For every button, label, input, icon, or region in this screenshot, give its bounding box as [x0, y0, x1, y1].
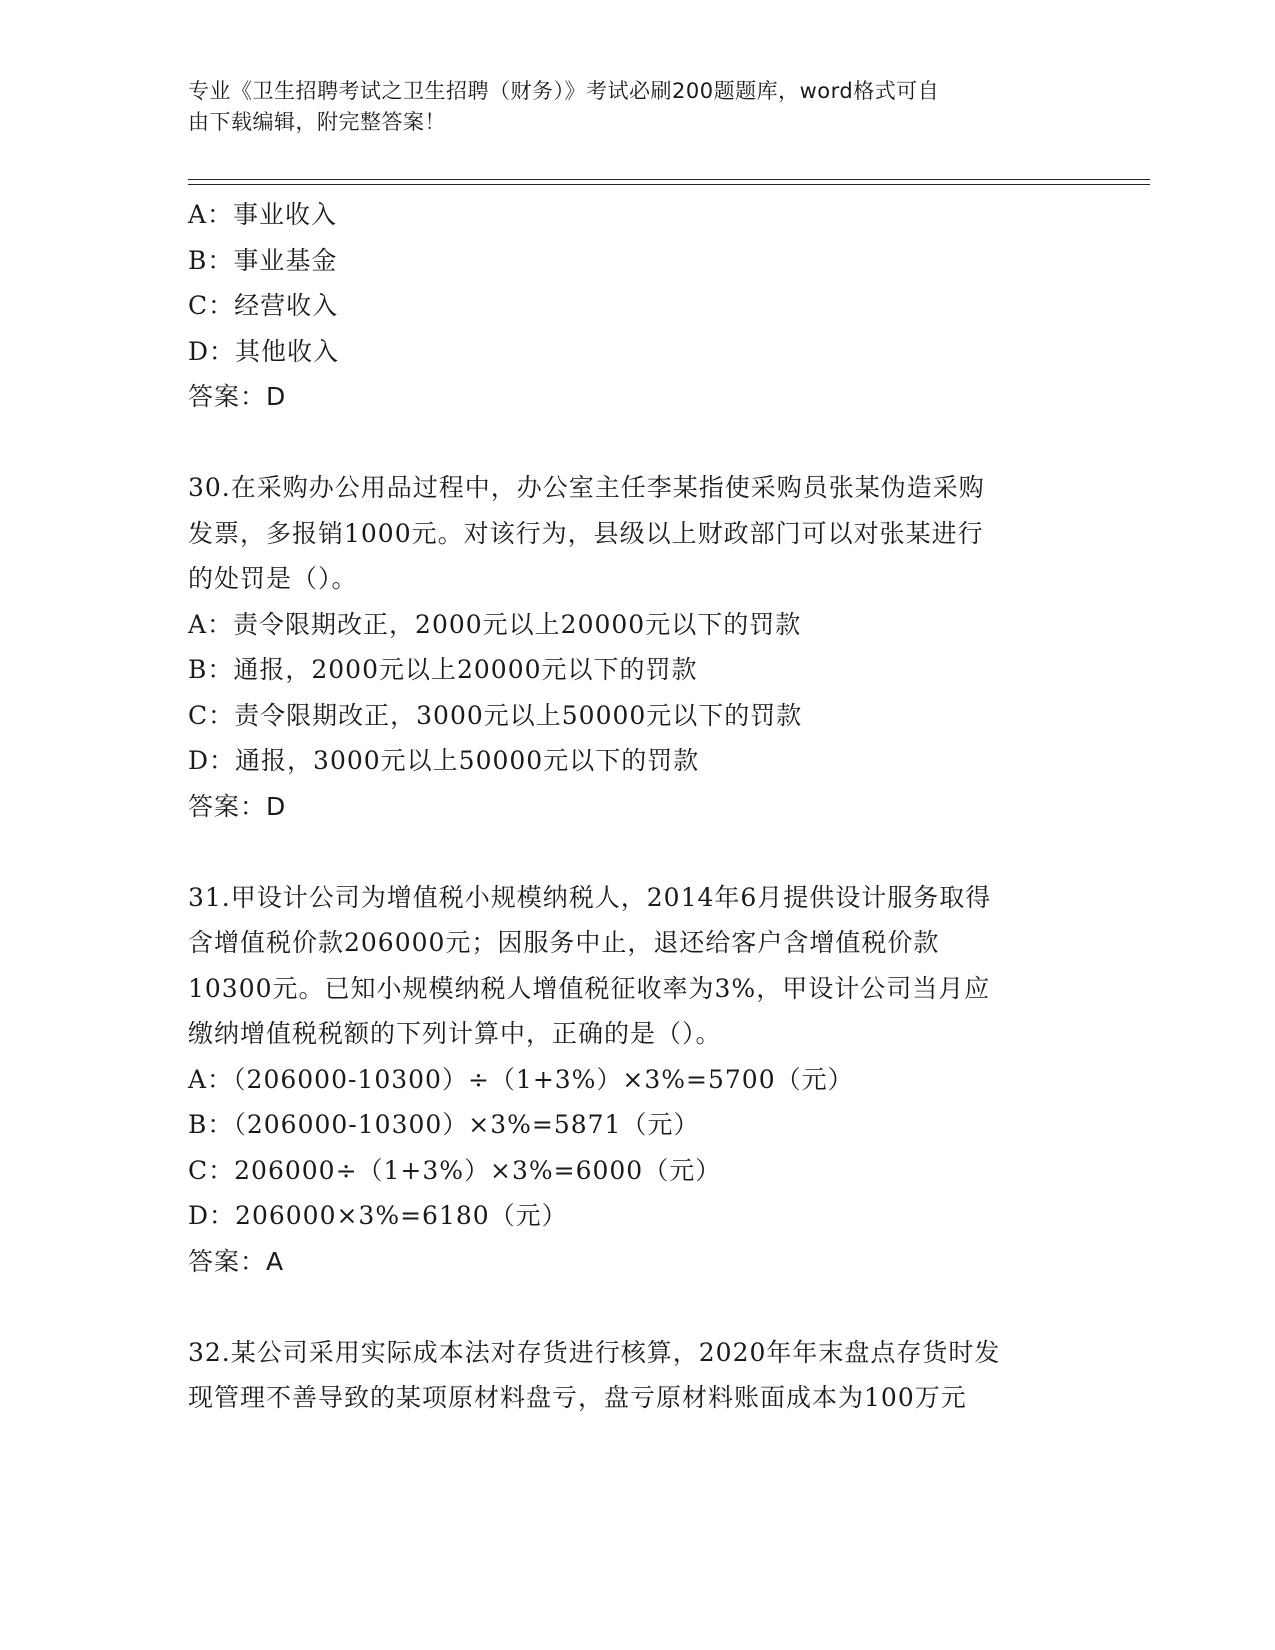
- spacer: [188, 829, 1088, 875]
- option-d: D：其他收入: [188, 336, 340, 366]
- question-stem: 32.某公司采用实际成本法对存货进行核算，2020年年末盘点存货时发: [188, 1337, 1001, 1367]
- question-stem: 30.在采购办公用品过程中，办公室主任李某指使采购员张某伪造采购: [188, 473, 985, 502]
- question-32: [188, 1330, 1088, 1421]
- question-stem: 缴纳增值税税额的下列计算中，正确的是（）。: [188, 1019, 722, 1048]
- option-b: B：通报，2000元以上20000元以下的罚款: [188, 655, 698, 684]
- header-divider: [188, 179, 1150, 180]
- option-b: B：事业基金: [188, 245, 338, 275]
- option-a: A：事业收入: [188, 200, 338, 229]
- spacer: [188, 420, 1088, 466]
- document-body: [188, 192, 1088, 1421]
- question-stem: 现管理不善导致的某项原材料盘亏，盘亏原材料账面成本为100万元: [188, 1383, 967, 1412]
- option-c: C：经营收入: [188, 291, 339, 320]
- question-stem: 31.甲设计公司为增值税小规模纳税人，2014年6月提供设计服务取得: [188, 882, 992, 912]
- question-30: [188, 465, 1088, 829]
- question-31: [188, 875, 1088, 1285]
- option-c: C：责令限期改正，3000元以上50000元以下的罚款: [188, 700, 803, 730]
- question-stem: 的处罚是（）。: [188, 564, 358, 593]
- question-stem: 含增值税价款206000元；因服务中止，退还给客户含增值税价款: [188, 928, 940, 957]
- question-stem: 发票，多报销1000元。对该行为，县级以上财政部门可以对张某进行: [188, 518, 984, 548]
- answer: 答案：D: [188, 382, 287, 411]
- header-line: 专业《卫生招聘考试之卫生招聘（财务）》考试必刷200题题库，word格式可自: [188, 79, 940, 103]
- spacer: [188, 1284, 1088, 1330]
- answer: 答案：A: [188, 1246, 285, 1276]
- header-divider: [188, 184, 1150, 185]
- option-a: A：责令限期改正，2000元以上20000元以下的罚款: [188, 609, 802, 639]
- header-line: 由下载编辑，附完整答案！: [188, 110, 446, 134]
- question-29: [188, 192, 1088, 420]
- answer: 答案：D: [188, 791, 287, 821]
- document-header: [188, 76, 1068, 138]
- option-b: B：（206000-10300）×3%=5871（元）: [188, 1110, 700, 1139]
- option-d: D：206000×3%=6180（元）: [188, 1201, 568, 1230]
- question-stem: 10300元。已知小规模纳税人增值税征收率为3%，甲设计公司当月应: [188, 973, 991, 1003]
- option-d: D：通报，3000元以上50000元以下的罚款: [188, 746, 700, 775]
- option-a: A：（206000-10300）÷（1+3%）×3%=5700（元）: [188, 1064, 854, 1094]
- option-c: C：206000÷（1+3%）×3%=6000（元）: [188, 1155, 722, 1185]
